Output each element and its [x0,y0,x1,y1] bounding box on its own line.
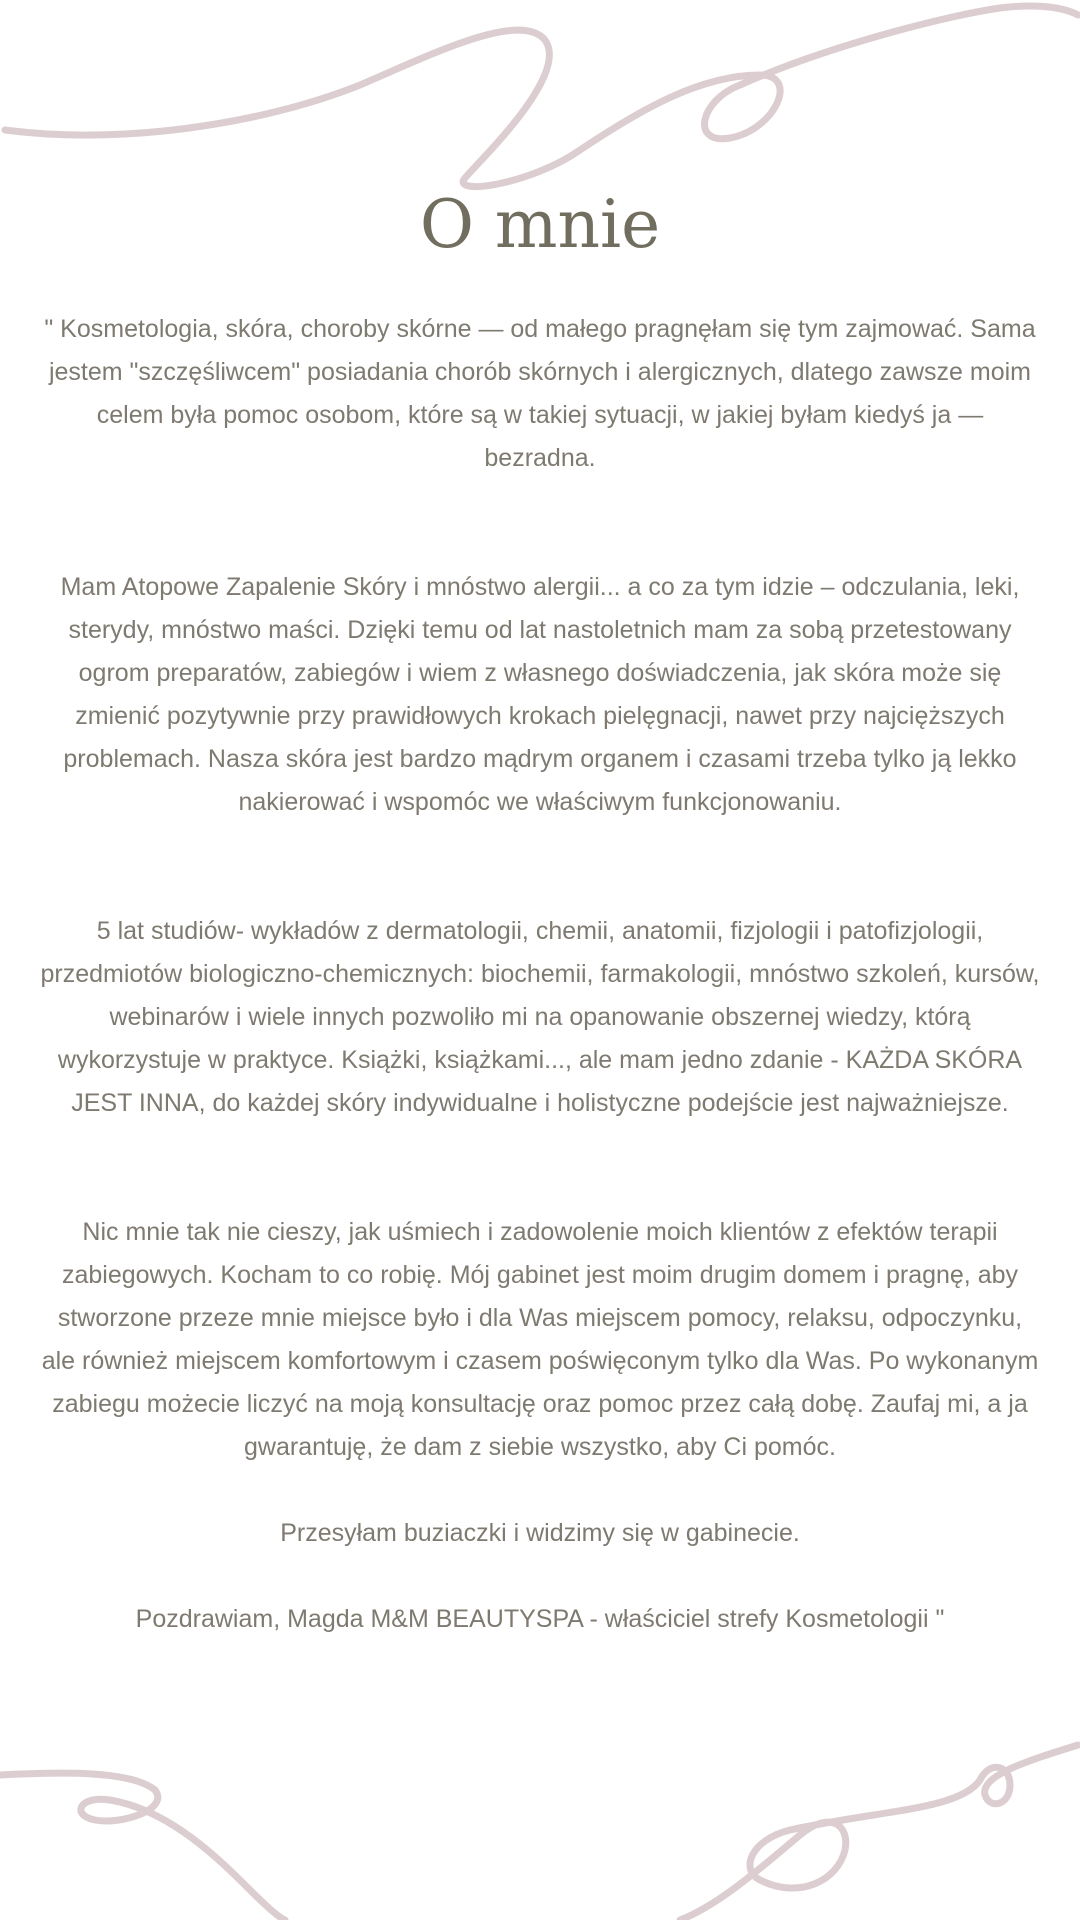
paragraph-atopic: Mam Atopowe Zapalenie Skóry i mnóstwo alergii... a co za tym idzie – odczulania, leki, sterydy, mnóstwo maści. Dzięki temu od lat nastoletnich mam za sobą przetestowany ogrom preparatów, zabiegów i wiem z własnego doświadczenia, jak skóra może się zmienić pozytywnie przy prawidłowych krokach pielęgnacji, nawet przy najcięższych problemach. Nasza skóra jest bardzo mądrym organem i czasami trzeba tylko ją lekko nakierować i wspomóc we właściwym funkcjonowaniu. [60,573,1020,816]
paragraph-greeting: Przesyłam buziaczki i widzimy się w gabinecie. [280,1519,800,1547]
swirl-bottom-line [0,1773,285,1920]
swirl-bottom-line-right [680,1745,1078,1920]
paragraph-clients: Nic mnie tak nie cieszy, jak uśmiech i zadowolenie moich klientów z efektów terapii zabiegowych. Kocham to co robię. Mój gabinet jest moim drugim domem i pragnę, aby stworzone przeze mnie miejsce było i dla Was miejscem pomocy, relaksu, odpoczynku, ale również miejscem komfortowym i czasem poświęconym tylko dla Was. Po wykonanym zabiegu możecie liczyć na moją konsultację oraz pomoc przez całą dobę. Zaufaj mi, a ja gwarantuję, że dam z siebie wszystko, aby Ci pomóc. [41,1218,1039,1461]
page-title: O mnie [419,186,661,263]
decorative-swirl-bottom [0,1720,1080,1920]
swirl-top-line [5,6,1078,187]
decorative-swirl-top [0,0,1080,200]
paragraph-education: 5 lat studiów- wykładów z dermatologii, chemii, anatomii, fizjologii i patofizjologii, przedmiotów biologiczno-chemicznych: biochemii, farmakologii, mnóstwo szkoleń, kursów, webinarów i wiele innych pozwoliło mi na opanowanie obszernej wiedzy, którą wykorzystuje w praktyce. Książki, książkami..., ale mam jedno zdanie - KAŻDA SKÓRA JEST INNA, do każdej skóry indywidualne i holistyczne podejście jest najważniejsze. [40,917,1040,1117]
paragraph-intro: " Kosmetologia, skóra, choroby skórne — od małego pragnęłam się tym zajmować. Sama jestem "szczęśliwcem" posiadania chorób skórnych i alergicznych, dlatego zawsze moim celem była pomoc osobom, które są w takiej sytuacji, w jakiej byłam kiedyś ja — bezradna. [44,315,1036,472]
about-content [40,308,1040,1641]
paragraph-signature: Pozdrawiam, Magda M&M BEAUTYSPA - właściciel strefy Kosmetologii " [135,1605,945,1633]
